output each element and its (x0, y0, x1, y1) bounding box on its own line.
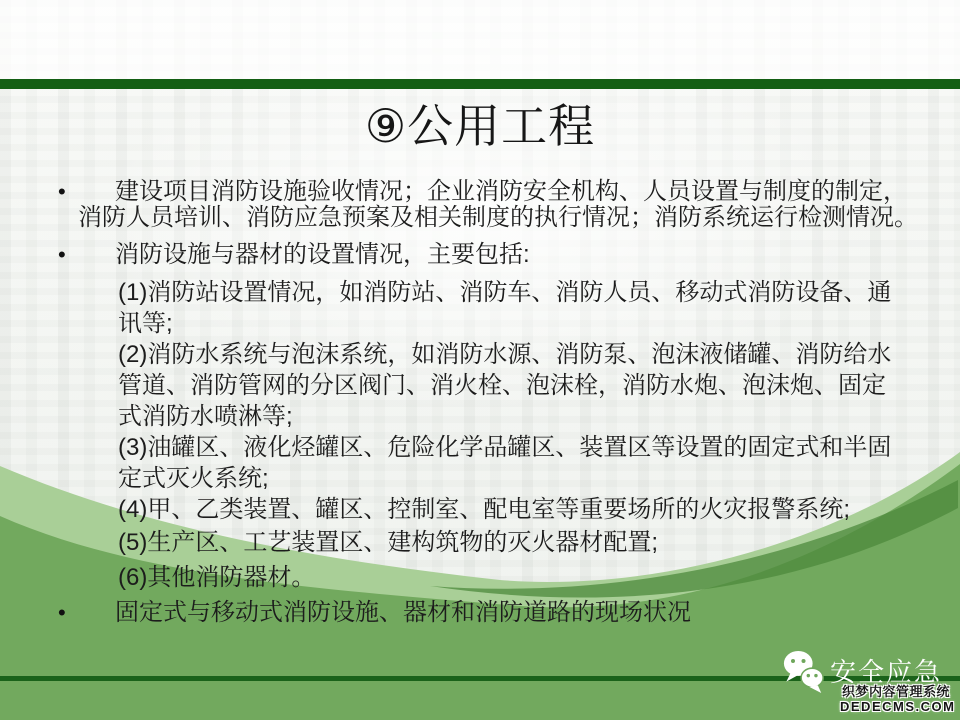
sub-item-6: (6)其他消防器材。 (118, 564, 316, 591)
cms-watermark-line1: 织梦内容管理系统 (841, 684, 950, 699)
bullet-item-1 (58, 178, 920, 231)
cms-watermark-line2: DEDECMS.COM (840, 699, 956, 714)
bullet-item-2 (58, 241, 920, 268)
sub-item-4: (4)甲、乙类装置、罐区、控制室、配电室等重要场所的火灾报警系统; (118, 496, 850, 523)
bullet-item-3 (58, 599, 920, 627)
sub-item-list (118, 277, 906, 593)
bullet-text: 建设项目消防设施验收情况；企业消防安全机构、人员设置与制度的制定，消防人员培训、消防应急预案及相关制度的执行情况；消防系统运行检测情况。 (78, 178, 918, 231)
brand-name: 安全应急 (830, 657, 943, 687)
slide-title: ⑨公用工程 (364, 100, 596, 152)
cms-watermark (840, 684, 956, 714)
bullet-text: 固定式与移动式消防设施、器材和消防道路的现场状况 (115, 599, 691, 626)
bullet-marker: • (58, 179, 66, 204)
bullet-marker: • (58, 600, 66, 625)
sub-item-2: (2)消防水系统与泡沫系统，如消防水源、消防泵、泡沫液储罐、消防给水管道、消防管网的分区阀门、消火栓、泡沫栓，消防水炮、泡沫炮、固定式消防水喷淋等; (118, 341, 892, 430)
wechat-icon (782, 647, 826, 697)
bullet-marker: • (58, 242, 66, 267)
sub-item-3: (3)油罐区、液化烃罐区、危险化学品罐区、装置区等设置的固定式和半固定式灭火系统; (118, 434, 892, 492)
bullet-text: 消防设施与器材的设置情况，主要包括: (115, 241, 530, 268)
sub-item-5: (5)生产区、工艺装置区、建构筑物的灭火器材配置; (118, 529, 658, 556)
sub-item-1: (1)消防站设置情况，如消防站、消防车、消防人员、移动式消防设备、通讯等; (118, 279, 892, 337)
